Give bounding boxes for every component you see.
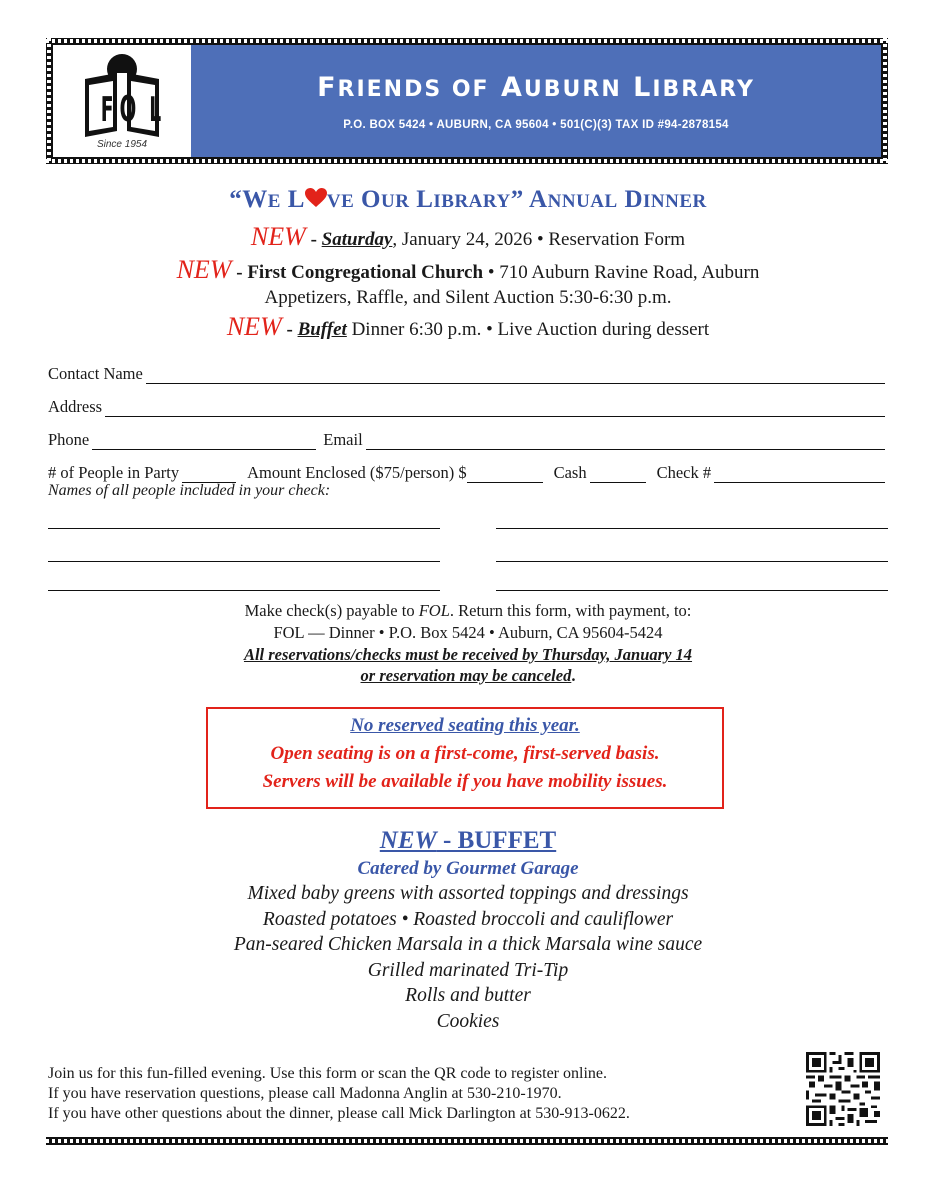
contact-name-field[interactable] [146, 367, 885, 384]
heart-icon [305, 188, 327, 208]
event-dinner-line [0, 312, 936, 342]
deadline-text: or reservation may be canceled [360, 666, 572, 685]
svg-text:L: L [149, 91, 162, 130]
header-banner [46, 38, 888, 164]
check-label: Check # [656, 463, 712, 482]
since-1954: Since 1954 [96, 139, 148, 150]
event-venue-line [0, 255, 936, 285]
new-tag: NEW [226, 312, 282, 341]
menu-item: Rolls and butter [405, 985, 531, 1006]
bottom-dotted-rule [46, 1137, 888, 1145]
footer-line-1: Join us for this fun-filled evening. Use this form or scan the QR code to register online. [48, 1065, 607, 1082]
cash-label: Cash [553, 463, 587, 482]
title-part-1: “WE L [229, 186, 305, 213]
names-note: Names of all people included in your check: [48, 482, 331, 499]
payee: FOL [418, 601, 450, 620]
payment-text: . Return this form, with payment, to: [449, 601, 692, 620]
people-label: # of People in Party [48, 463, 180, 482]
banner-dot-border-bottom [46, 159, 888, 163]
footer-line-2: If you have reservation questions, please call Madonna Anglin at 530-210-1970. [48, 1085, 562, 1102]
new-tag: NEW [176, 255, 232, 284]
payment-address: FOL — Dinner • P.O. Box 5424 • Auburn, CA 95604-5424 [273, 623, 663, 642]
caterer: Catered by Gourmet Garage [357, 858, 579, 879]
banner-title-panel [191, 45, 881, 157]
phone-email-row [48, 428, 888, 450]
notice-line-2: Open seating is on a first-come, first-served basis. [270, 743, 660, 764]
event-date-line [0, 222, 936, 252]
buffet-word: Buffet [297, 319, 347, 340]
name-line-1[interactable] [48, 528, 440, 529]
address-row [48, 395, 888, 417]
deadline-text: All reservations/checks must be received by Thursday, January 14 [243, 645, 693, 664]
contact-name-label: Contact Name [48, 364, 143, 383]
dash: - [305, 229, 322, 250]
notice-line-3: Servers will be available if you have mobility issues. [262, 771, 668, 792]
name-line-4[interactable] [496, 561, 888, 562]
fol-logo-icon [81, 53, 163, 137]
menu-item: Mixed baby greens with assorted toppings and dressings [247, 883, 689, 904]
logo [53, 45, 191, 157]
banner-dot-border-left [47, 38, 51, 164]
menu-item: Grilled marinated Tri-Tip [367, 959, 569, 981]
event-title [0, 186, 936, 214]
address-label: Address [48, 397, 103, 416]
people-field[interactable] [182, 466, 236, 483]
banner-dot-border-top [46, 39, 888, 43]
email-field[interactable] [366, 433, 885, 450]
menu-heading [0, 827, 936, 855]
name-line-6[interactable] [496, 590, 888, 591]
dash: - [281, 319, 298, 340]
phone-label: Phone [48, 430, 90, 449]
cash-field[interactable] [590, 466, 646, 483]
menu-item: Pan-seared Chicken Marsala in a thick Marsala wine sauce [233, 934, 703, 955]
event-appetizers-line: Appetizers, Raffle, and Silent Auction 5:30-6:30 p.m. [264, 287, 672, 308]
dash: - [231, 262, 248, 283]
name-line-2[interactable] [496, 528, 888, 529]
menu-buffet-title: - BUFFET [436, 827, 557, 854]
svg-text:F: F [100, 91, 114, 130]
phone-field[interactable] [92, 433, 316, 450]
footer-line-3: If you have other questions about the dinner, please call Mick Darlington at 530-913-0622. [48, 1105, 630, 1122]
bottom-dots [46, 1139, 888, 1143]
qr-code-icon[interactable] [806, 1052, 880, 1126]
deadline-line-1 [0, 645, 936, 665]
name-line-3[interactable] [48, 561, 440, 562]
dinner-details: Dinner 6:30 p.m. • Live Auction during dessert [346, 319, 710, 340]
payment-line-1 [0, 601, 936, 621]
payment-text: Make check(s) payable to [244, 601, 419, 620]
title-part-2: VE OUR LIBRARY” ANNUAL DINNER [326, 186, 707, 213]
org-address: P.O. BOX 5424 • AUBURN, CA 95604 • 501(C)(3) TAX ID #94-2878154 [343, 119, 729, 131]
contact-name-row [48, 362, 888, 384]
event-date: , January 24, 2026 • Reservation Form [392, 229, 686, 250]
event-day: Saturday [321, 229, 393, 250]
amount-field[interactable] [467, 466, 543, 483]
check-number-field[interactable] [714, 466, 885, 483]
menu-items [0, 881, 936, 1034]
footer-text [48, 1064, 630, 1124]
venue-address: • 710 Auburn Ravine Road, Auburn [483, 262, 760, 283]
email-label: Email [323, 430, 363, 449]
name-line-5[interactable] [48, 590, 440, 591]
period: . [571, 666, 576, 685]
notice-line-1: No reserved seating this year. [350, 715, 580, 736]
menu-item: Roasted potatoes • Roasted broccoli and cauliflower [262, 908, 674, 930]
svg-text:O: O [119, 87, 137, 130]
banner-dot-border-right [883, 38, 887, 164]
menu-item: Cookies [436, 1010, 500, 1032]
org-name: FRIENDS OF AUBURN LIBRARY [317, 72, 755, 103]
seating-notice-box [206, 707, 724, 809]
party-payment-row [48, 461, 888, 483]
new-tag: NEW [250, 222, 306, 251]
menu-new-tag: NEW [379, 827, 437, 854]
venue-name: First Congregational Church [247, 262, 484, 283]
amount-label: Amount Enclosed ($75/person) $ [247, 463, 467, 482]
address-field[interactable] [105, 400, 885, 417]
deadline-line-2 [0, 666, 936, 686]
